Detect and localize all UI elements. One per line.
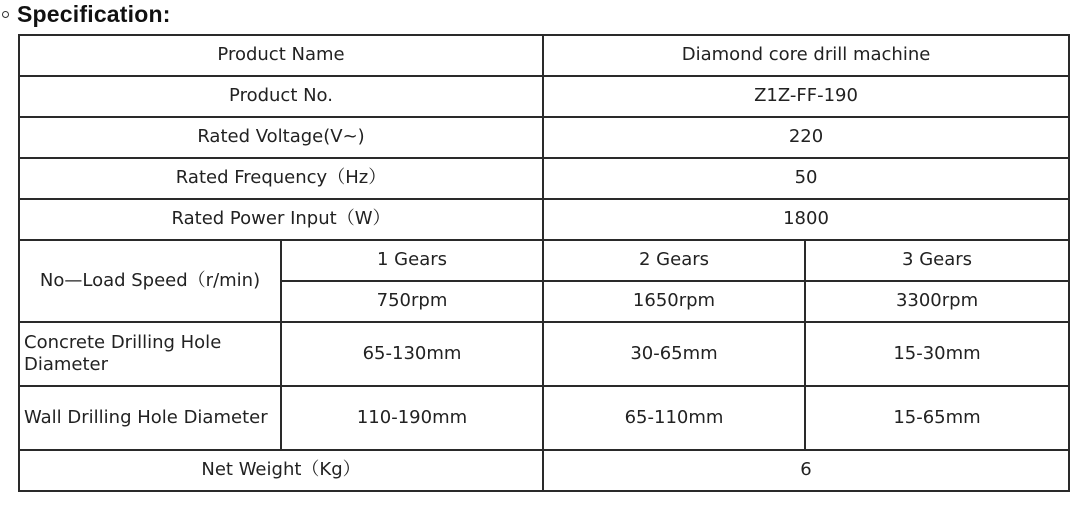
table-row-wall-drilling xyxy=(19,386,1069,450)
table-row-product-no xyxy=(19,76,1069,117)
gear-3-speed: 3300rpm xyxy=(805,281,1069,322)
table-row-rated-frequency xyxy=(19,158,1069,199)
wall-drilling-label: Wall Drilling Hole Diameter xyxy=(19,386,281,450)
table-row-product-name xyxy=(19,35,1069,76)
table-row-net-weight xyxy=(19,450,1069,491)
no-load-speed-label: No—Load Speed（r/min) xyxy=(19,240,281,322)
table-row-rated-voltage xyxy=(19,117,1069,158)
gear-1-label: 1 Gears xyxy=(281,240,543,281)
product-name-label: Product Name xyxy=(19,35,543,76)
page-title: Specification: xyxy=(17,0,171,27)
rated-voltage-label: Rated Voltage(V~) xyxy=(19,117,543,158)
wall-drilling-gear-3: 15-65mm xyxy=(805,386,1069,450)
wall-drilling-gear-1: 110-190mm xyxy=(281,386,543,450)
rated-frequency-label: Rated Frequency（Hz） xyxy=(19,158,543,199)
net-weight-value: 6 xyxy=(543,450,1069,491)
bullet-icon xyxy=(2,11,9,18)
section-heading xyxy=(0,0,171,28)
rated-voltage-value: 220 xyxy=(543,117,1069,158)
product-no-label: Product No. xyxy=(19,76,543,117)
table-row-no-load-gears xyxy=(19,240,1069,281)
concrete-drilling-label: Concrete Drilling Hole Diameter xyxy=(19,322,281,386)
gear-2-speed: 1650rpm xyxy=(543,281,805,322)
gear-3-label: 3 Gears xyxy=(805,240,1069,281)
product-name-value: Diamond core drill machine xyxy=(543,35,1069,76)
gear-1-speed: 750rpm xyxy=(281,281,543,322)
wall-drilling-gear-2: 65-110mm xyxy=(543,386,805,450)
rated-frequency-value: 50 xyxy=(543,158,1069,199)
concrete-drilling-gear-2: 30-65mm xyxy=(543,322,805,386)
specification-table xyxy=(18,34,1070,492)
table-row-rated-power xyxy=(19,199,1069,240)
concrete-drilling-gear-1: 65-130mm xyxy=(281,322,543,386)
net-weight-label: Net Weight（Kg） xyxy=(19,450,543,491)
rated-power-label: Rated Power Input（W） xyxy=(19,199,543,240)
concrete-drilling-gear-3: 15-30mm xyxy=(805,322,1069,386)
table-row-concrete-drilling xyxy=(19,322,1069,386)
product-no-value: Z1Z-FF-190 xyxy=(543,76,1069,117)
rated-power-value: 1800 xyxy=(543,199,1069,240)
gear-2-label: 2 Gears xyxy=(543,240,805,281)
